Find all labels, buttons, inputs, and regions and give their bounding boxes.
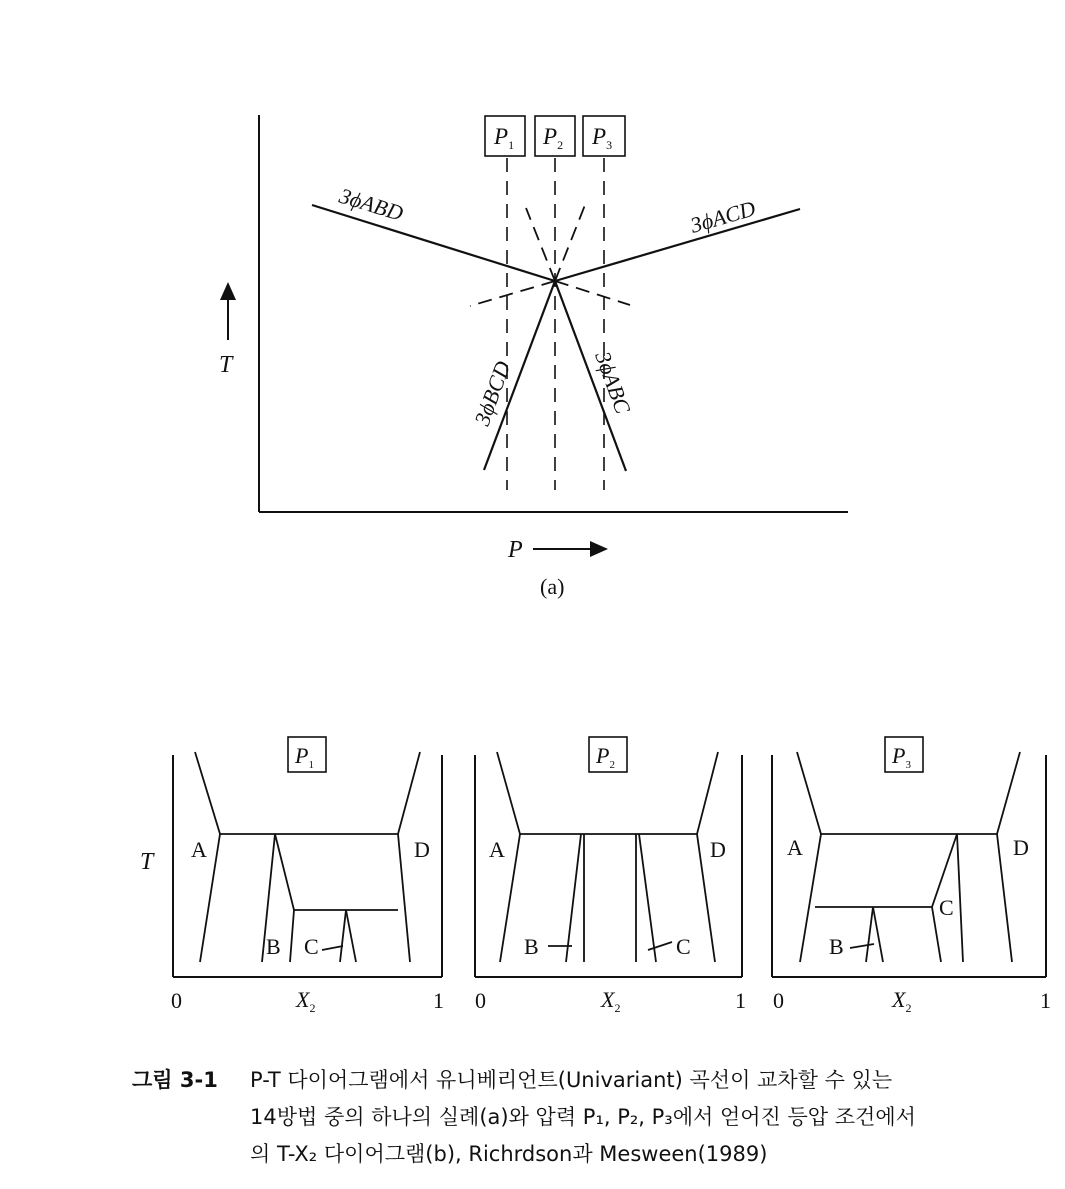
pressure-box-p2	[535, 116, 575, 156]
panel-p1-label-d: D	[414, 837, 430, 862]
diagram-b-y-axis-label: T	[140, 849, 154, 875]
panel-p2-box	[589, 737, 627, 772]
panel-label-a: (a)	[540, 574, 565, 599]
metastable-bcd-ext	[555, 205, 585, 281]
panel-p1-label-b: B	[266, 934, 281, 959]
panel-p1	[171, 737, 444, 1015]
panel-p3-box	[885, 737, 923, 772]
label-3phi-abc: 3ϕABC	[590, 348, 636, 417]
svg-text:P2: $P_2$	[596, 743, 615, 771]
metastable-abd-ext	[555, 281, 630, 305]
panel-p2-x-max: 1	[735, 988, 746, 1013]
figure-number: 그림 3-1	[132, 1068, 218, 1092]
panel-p1-x-max: 1	[433, 988, 444, 1013]
panel-p2-label-c: C	[676, 934, 691, 959]
label-3phi-abd: 3ϕABD	[336, 182, 407, 226]
svg-text:P3: $P_3$	[892, 743, 911, 771]
caption-line-2: 14방법 중의 하나의 실례(a)와 압력 P₁, P₂, P₃에서 얻어진 등압 조건에서	[250, 1105, 916, 1129]
panel-p1-box	[288, 737, 326, 772]
panel-p1-x-min: 0	[171, 988, 182, 1013]
caption-line-3: 의 T-X₂ 다이어그램(b), Richrdson과 Mesween(1989)	[250, 1142, 768, 1166]
panel-p2-label-b: B	[524, 934, 539, 959]
svg-text:P3: $P_3$	[592, 124, 613, 152]
panel-p2-label-a: A	[489, 837, 505, 862]
panel-p3-label-d: D	[1013, 835, 1029, 860]
panel-p1-label-c: C	[304, 934, 319, 959]
panel-p2-x-min: 0	[475, 988, 486, 1013]
panel-p1-label-a: A	[191, 837, 207, 862]
curve-3phi-abd	[312, 205, 555, 281]
panel-p3	[772, 737, 1051, 1015]
panel-p2-x-axis-label: $X_2$	[601, 987, 621, 1015]
panel-p3-label-c: C	[939, 895, 954, 920]
label-3phi-bcd: 3ϕBCD	[469, 357, 516, 429]
diagram-b	[140, 737, 1051, 1015]
metastable-abc-ext	[526, 208, 555, 281]
panel-p3-x-axis-label: $X_2$	[892, 987, 912, 1015]
svg-text:P1: $P_1$	[295, 743, 314, 771]
curve-3phi-acd	[555, 209, 800, 281]
diagram-a	[219, 115, 848, 599]
panel-p2-label-d: D	[710, 837, 726, 862]
panel-p1-x-axis-label: $X_2$	[296, 987, 316, 1015]
pressure-box-p1	[485, 116, 525, 156]
panel-p2	[475, 737, 746, 1015]
metastable-acd-ext	[470, 281, 555, 306]
panel-p3-x-max: 1	[1040, 988, 1051, 1013]
x-axis-label-p: P	[508, 537, 523, 563]
panel-p3-label-b: B	[829, 934, 844, 959]
figure-caption	[132, 1062, 1032, 1173]
svg-text:P1: $P_1$	[494, 124, 515, 152]
label-3phi-acd: 3ϕACD	[687, 195, 759, 238]
pressure-box-p3	[583, 116, 625, 156]
svg-text:P2: $P_2$	[543, 124, 564, 152]
panel-p3-label-a: A	[787, 835, 803, 860]
y-axis-label-t: T	[219, 352, 233, 378]
caption-line-1: P-T 다이어그램에서 유니베리언트(Univariant) 곡선이 교차할 수 있는	[250, 1068, 893, 1092]
panel-p3-x-min: 0	[773, 988, 784, 1013]
